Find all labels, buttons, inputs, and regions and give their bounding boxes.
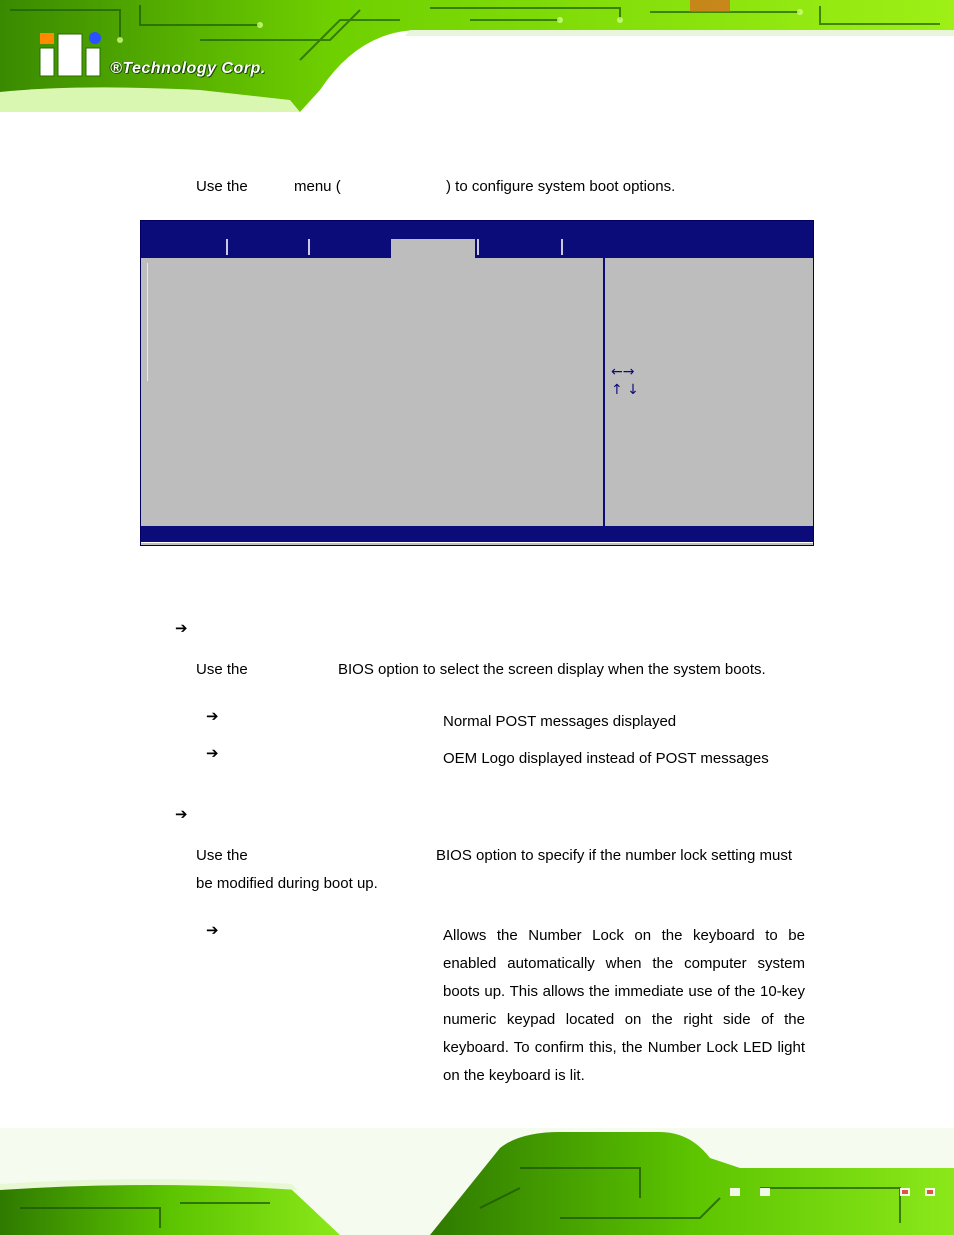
section-arrow-icon: ➔ — [175, 805, 188, 823]
bios-status-line — [141, 542, 813, 543]
bios-menu-border — [147, 263, 148, 381]
option-arrow-icon: ➔ — [206, 744, 219, 762]
company-logo-mark — [40, 32, 101, 76]
section2-text-c: be modified during boot up. — [196, 875, 378, 892]
bios-help-panel — [611, 363, 639, 399]
footer-circuit-banner — [0, 1128, 954, 1235]
bios-tab-separator — [226, 239, 228, 255]
section2-option1-desc: Allows the Number Lock on the keyboard to be enabled automatically when the computer system boots up. This allows the immediate use of the 10-key numeric keypad located on the right side of the keyboard. To confirm this, the Number Lock LED light on the keyboard is lit. — [443, 927, 805, 1084]
bios-panel-divider — [603, 258, 605, 526]
section1-text-a: Use the — [196, 661, 248, 678]
section-arrow-icon: ➔ — [175, 619, 188, 637]
section1-text-b: BIOS option to select the screen display when the system boots. — [338, 661, 766, 678]
intro-text-1: Use the — [196, 178, 248, 195]
bios-tab-separator — [477, 239, 479, 255]
intro-text-4: ) to configure system boot options. — [446, 178, 676, 195]
left-right-arrows-icon: ←→ — [611, 364, 635, 380]
intro-text-2: menu ( — [294, 178, 341, 195]
up-down-arrows-icon: ↑ ↓ — [611, 382, 639, 398]
bios-boot-screen — [140, 220, 814, 546]
bios-tab-separator — [561, 239, 563, 255]
section2-text-b: BIOS option to specify if the number lock setting must — [436, 847, 793, 864]
bios-tab-boot[interactable] — [391, 239, 475, 258]
section2-text-a: Use the — [196, 847, 248, 864]
bios-tab-separator — [308, 239, 310, 255]
option-arrow-icon: ➔ — [206, 921, 219, 939]
section1-option1-desc: Normal POST messages displayed — [443, 713, 677, 730]
header-circuit-banner — [0, 0, 954, 112]
option-arrow-icon: ➔ — [206, 707, 219, 725]
company-logo-text: ®Technology Corp. — [110, 60, 266, 77]
bios-status-bar — [141, 526, 813, 542]
section1-option2-desc: OEM Logo displayed instead of POST messages — [443, 750, 769, 767]
